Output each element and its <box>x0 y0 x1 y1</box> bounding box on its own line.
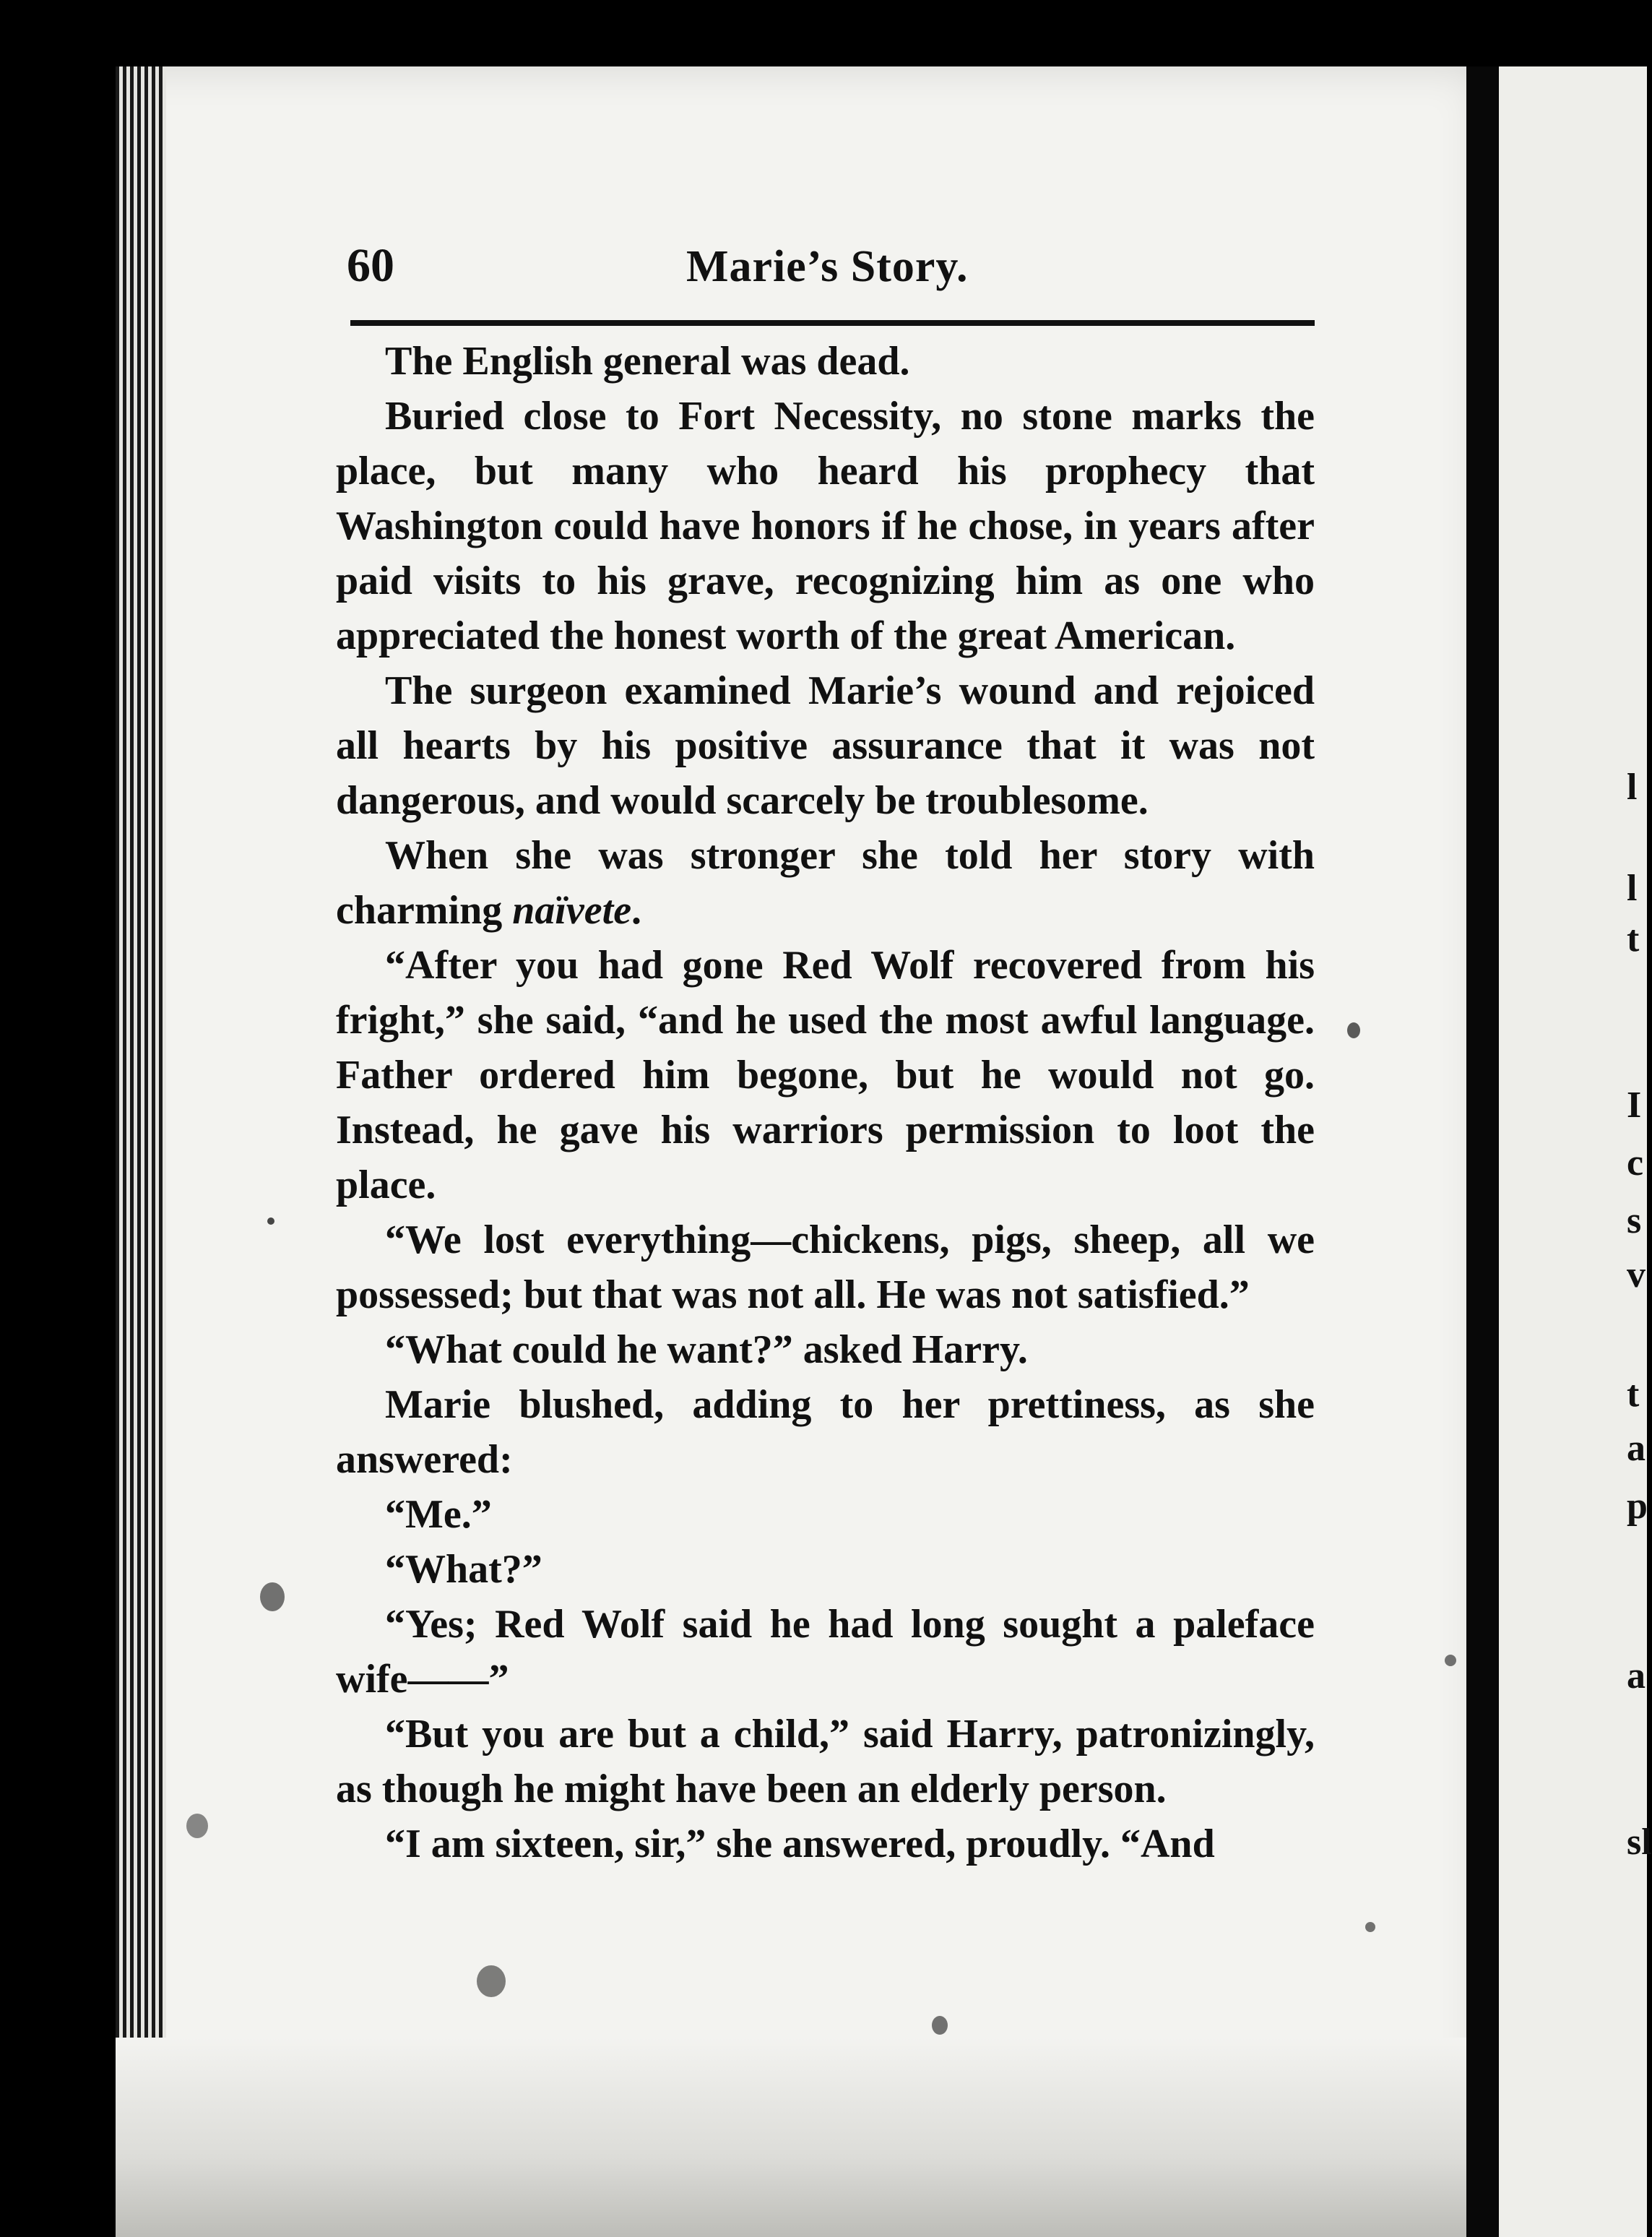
adjacent-page-fragment: t <box>1627 918 1640 960</box>
paragraph: The surgeon examined Marie’s wound and rejoiced all hearts by his positive assurance that it was not dangerous, and would scarcely be troublesome. <box>336 668 1315 823</box>
adjacent-page-fragment: a <box>1627 1655 1645 1697</box>
scan-speck <box>1365 1922 1375 1932</box>
adjacent-page-fragment: I <box>1627 1085 1642 1126</box>
header-rule <box>350 320 1315 326</box>
paragraph: “Me.” <box>385 1492 492 1537</box>
scan-speck <box>477 1965 506 1997</box>
paragraph: “After you had gone Red Wolf recovered from his fright,” she said, “and he used the most awful language. Father ordered him begone, but he would not go. Instead, he gave his warriors permission to loot the place. <box>336 943 1315 1207</box>
adjacent-page-fragment: t <box>1627 1374 1640 1415</box>
paragraph: “But you are but a child,” said Harry, patronizingly, as though he might have been an elderly person. <box>336 1712 1315 1811</box>
page-gutter <box>1466 66 1499 2237</box>
body-text <box>336 334 1315 1871</box>
paragraph: Buried close to Fort Necessity, no stone marks the place, but many who heard his prophecy that Washington could have honors if he chose, in years after paid visits to his grave, recognizing him as one who appreciated the honest worth of the great American. <box>336 394 1315 658</box>
scan-speck <box>260 1582 285 1611</box>
page-number: 60 <box>347 239 394 292</box>
paragraph-text: . <box>631 888 642 933</box>
paragraph <box>336 828 1315 938</box>
adjacent-page-fragment: v <box>1627 1254 1645 1296</box>
scan-speck <box>1445 1655 1456 1666</box>
adjacent-page-fragment: c <box>1627 1142 1644 1184</box>
scan-speck <box>1347 1022 1360 1038</box>
paragraph: “What?” <box>385 1547 542 1592</box>
paragraph: The English general was dead. <box>385 339 910 384</box>
page-header <box>347 238 1315 303</box>
scan-speck <box>186 1814 208 1838</box>
adjacent-page-fragment: sl <box>1627 1822 1652 1863</box>
page-bottom-shadow <box>116 2038 1466 2237</box>
paragraph: Marie blushed, adding to her prettiness, as she answered: <box>336 1382 1315 1482</box>
paragraph-text: When she was stronger she told her story with charming <box>336 833 1315 933</box>
paragraph: “What could he want?” asked Harry. <box>385 1327 1028 1372</box>
scan-speck <box>932 2016 948 2035</box>
scan-speck <box>267 1217 274 1225</box>
running-head: Marie’s Story. <box>686 242 969 291</box>
italic-word: naïvete <box>512 888 632 933</box>
paragraph: “I am sixteen, sir,” she answered, proudly. “And <box>385 1822 1215 1866</box>
adjacent-page-fragment: s <box>1627 1200 1642 1241</box>
adjacent-page-fragment: p <box>1627 1486 1648 1527</box>
adjacent-page-fragment: l <box>1627 767 1638 808</box>
paragraph: “We lost everything—chickens, pigs, sheep, all we possessed; but that was not all. He was not satisfied.” <box>336 1217 1315 1317</box>
binding-edge <box>116 66 166 2205</box>
adjacent-page-fragment: a <box>1627 1428 1645 1469</box>
adjacent-page-fragment: l <box>1627 868 1638 909</box>
paragraph: “Yes; Red Wolf said he had long sought a paleface wife——” <box>336 1602 1315 1702</box>
adjacent-page-edge <box>1499 66 1647 2237</box>
